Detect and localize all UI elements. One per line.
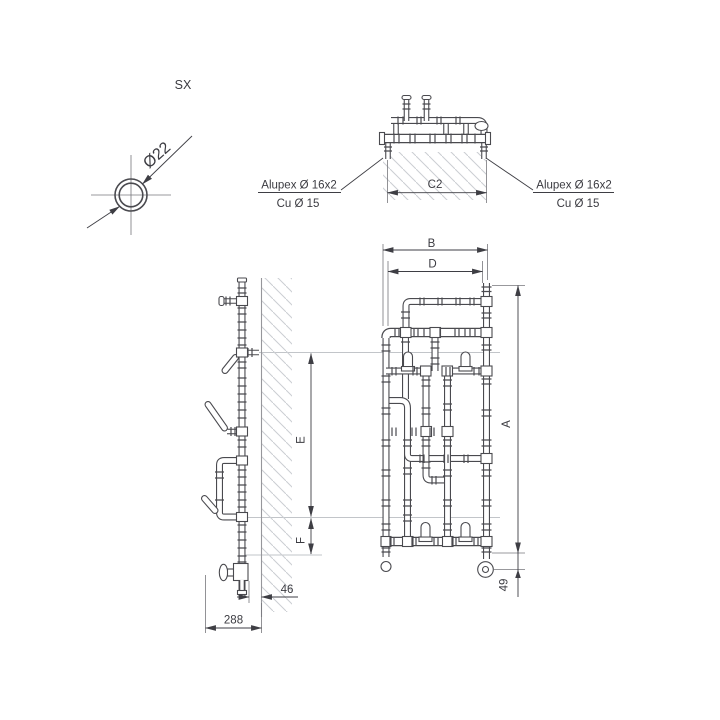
dim-49-arrow (515, 570, 521, 579)
dim-e: E (295, 436, 308, 444)
valve-body (234, 564, 249, 581)
left-connection-label: Alupex Ø 16x2 (261, 179, 337, 192)
valve-handle-top (475, 122, 488, 131)
right-connection-sublabel: Cu Ø 15 (556, 198, 600, 210)
side-view (205, 278, 312, 633)
valve-handwheel (219, 564, 227, 580)
wall-stub-3 (421, 523, 430, 538)
wall-stub-2 (461, 352, 470, 367)
top-view-manifold (258, 96, 614, 211)
right-connection-label: Alupex Ø 16x2 (536, 179, 612, 192)
left-foot (381, 562, 391, 572)
tube-diameter-label: Ø22 (140, 139, 175, 172)
corner-label: SX (174, 78, 192, 92)
front-view (381, 238, 525, 597)
wall-stub-4 (461, 523, 470, 538)
dim-c2: C2 (427, 179, 443, 191)
dim-d: D (428, 258, 437, 271)
dim-288: 288 (223, 614, 244, 627)
wall-stub-1 (404, 352, 413, 367)
dim-f: F (295, 536, 308, 545)
tube-section-detail (87, 136, 192, 235)
dim-49: 49 (498, 578, 511, 592)
dim-b: B (427, 238, 436, 250)
dim-46: 46 (280, 584, 294, 596)
dim-a: A (501, 420, 513, 428)
wall-hatch-side (262, 278, 292, 612)
left-connection-sublabel: Cu Ø 15 (276, 198, 320, 210)
